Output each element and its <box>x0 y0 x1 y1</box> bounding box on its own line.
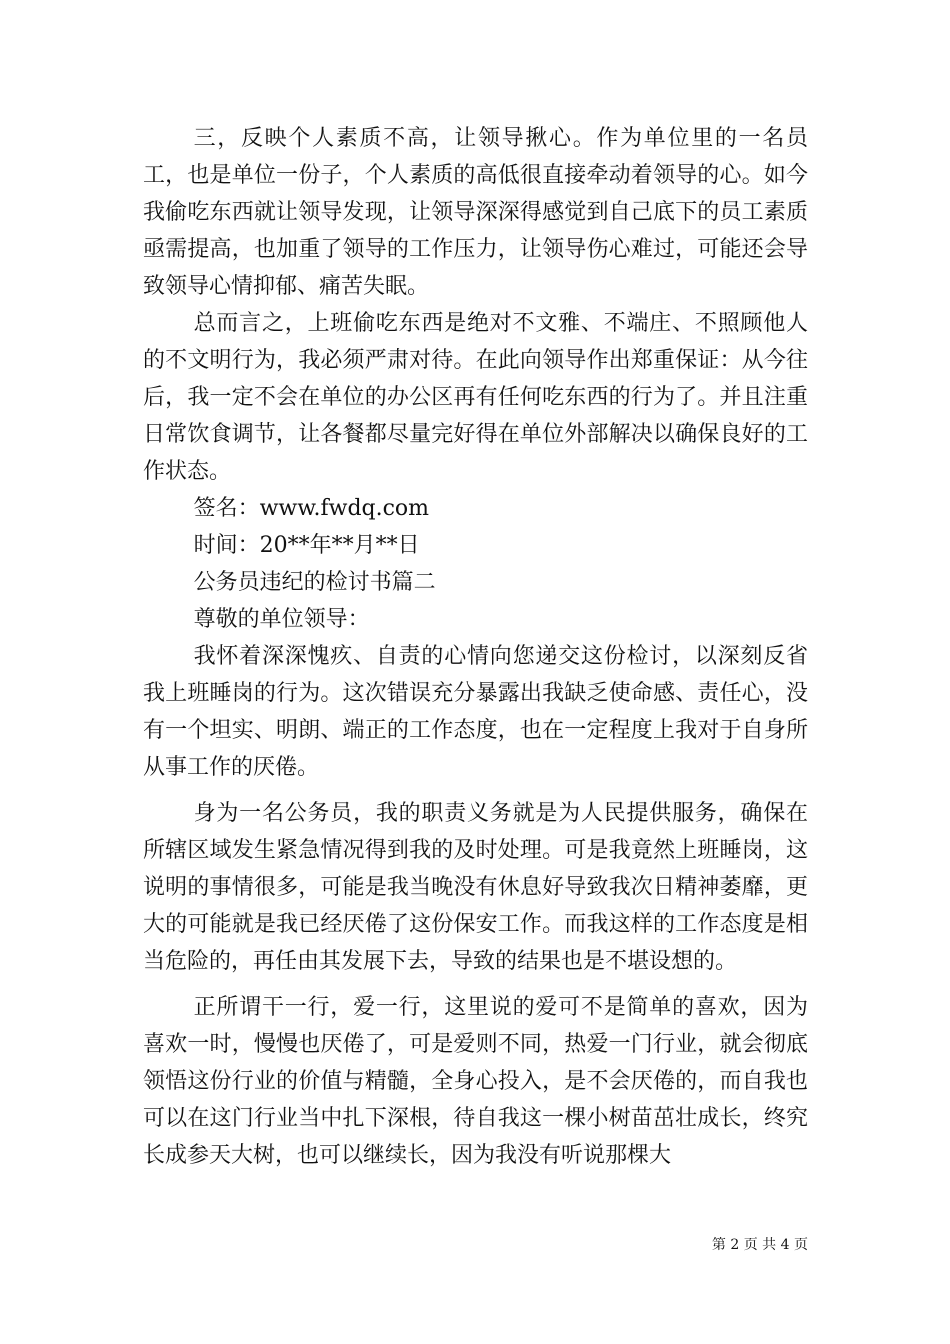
section-title: 公务员违纪的检讨书篇二 <box>193 570 436 595</box>
paragraph-2: 总而言之，上班偷吃东西是绝对不文雅、不端庄、不照顾他人的不文明行为，我必须严肃对待。在此向领导作出郑重保证：从今往后，我一定不会在单位的办公区再有任何吃东西的行为了。并且注重日常饮食调节，让各餐都尽量完好得在单位外部解决以确保良好的工作状态。 <box>143 311 808 484</box>
paragraph-4: 身为一名公务员，我的职责义务就是为人民提供服务，确保在所辖区域发生紧急情况得到我的及时处理。可是我竟然上班睡岗，这说明的事情很多，可能是我当晚没有休息好导致我次日精神萎靡，更大的可能就是我已经厌倦了这份保安工作。而我这样的工作态度是相当危险的，再任由其发展下去，导致的结果也是不堪设想的。 <box>143 801 808 974</box>
document-body <box>143 120 808 1174</box>
page-number-footer: 第 2 页 共 4 页 <box>711 1237 808 1253</box>
date-line: 时间：20**年**月**日 <box>193 533 420 558</box>
paragraph-3: 我怀着深深愧疚、自责的心情向您递交这份检讨，以深刻反省我上班睡岗的行为。这次错误充分暴露出我缺乏使命感、责任心，没有一个坦实、明朗、端正的工作态度，也在一定程度上我对于自身所从事工作的厌倦。 <box>143 644 808 780</box>
paragraph-5: 正所谓干一行，爱一行，这里说的爱可不是简单的喜欢，因为喜欢一时，慢慢也厌倦了，可是爱则不同，热爱一门行业，就会彻底领悟这份行业的价值与精髓，全身心投入，是不会厌倦的，而自我也可以在这门行业当中扎下深根，待自我这一棵小树苗茁壮成长，终究长成参天大树，也可以继续长，因为我没有听说那棵大 <box>143 995 808 1168</box>
signature-line: 签名：www.fwdq.com <box>193 496 430 521</box>
paragraph-1: 三，反映个人素质不高，让领导揪心。作为单位里的一名员工，也是单位一份子，个人素质的高低很直接牵动着领导的心。如今我偷吃东西就让领导发现，让领导深深得感觉到自己底下的员工素质亟需提高，也加重了领导的工作压力，让领导伤心难过，可能还会导致领导心情抑郁、痛苦失眠。 <box>143 126 808 299</box>
salutation: 尊敬的单位领导： <box>193 607 370 632</box>
